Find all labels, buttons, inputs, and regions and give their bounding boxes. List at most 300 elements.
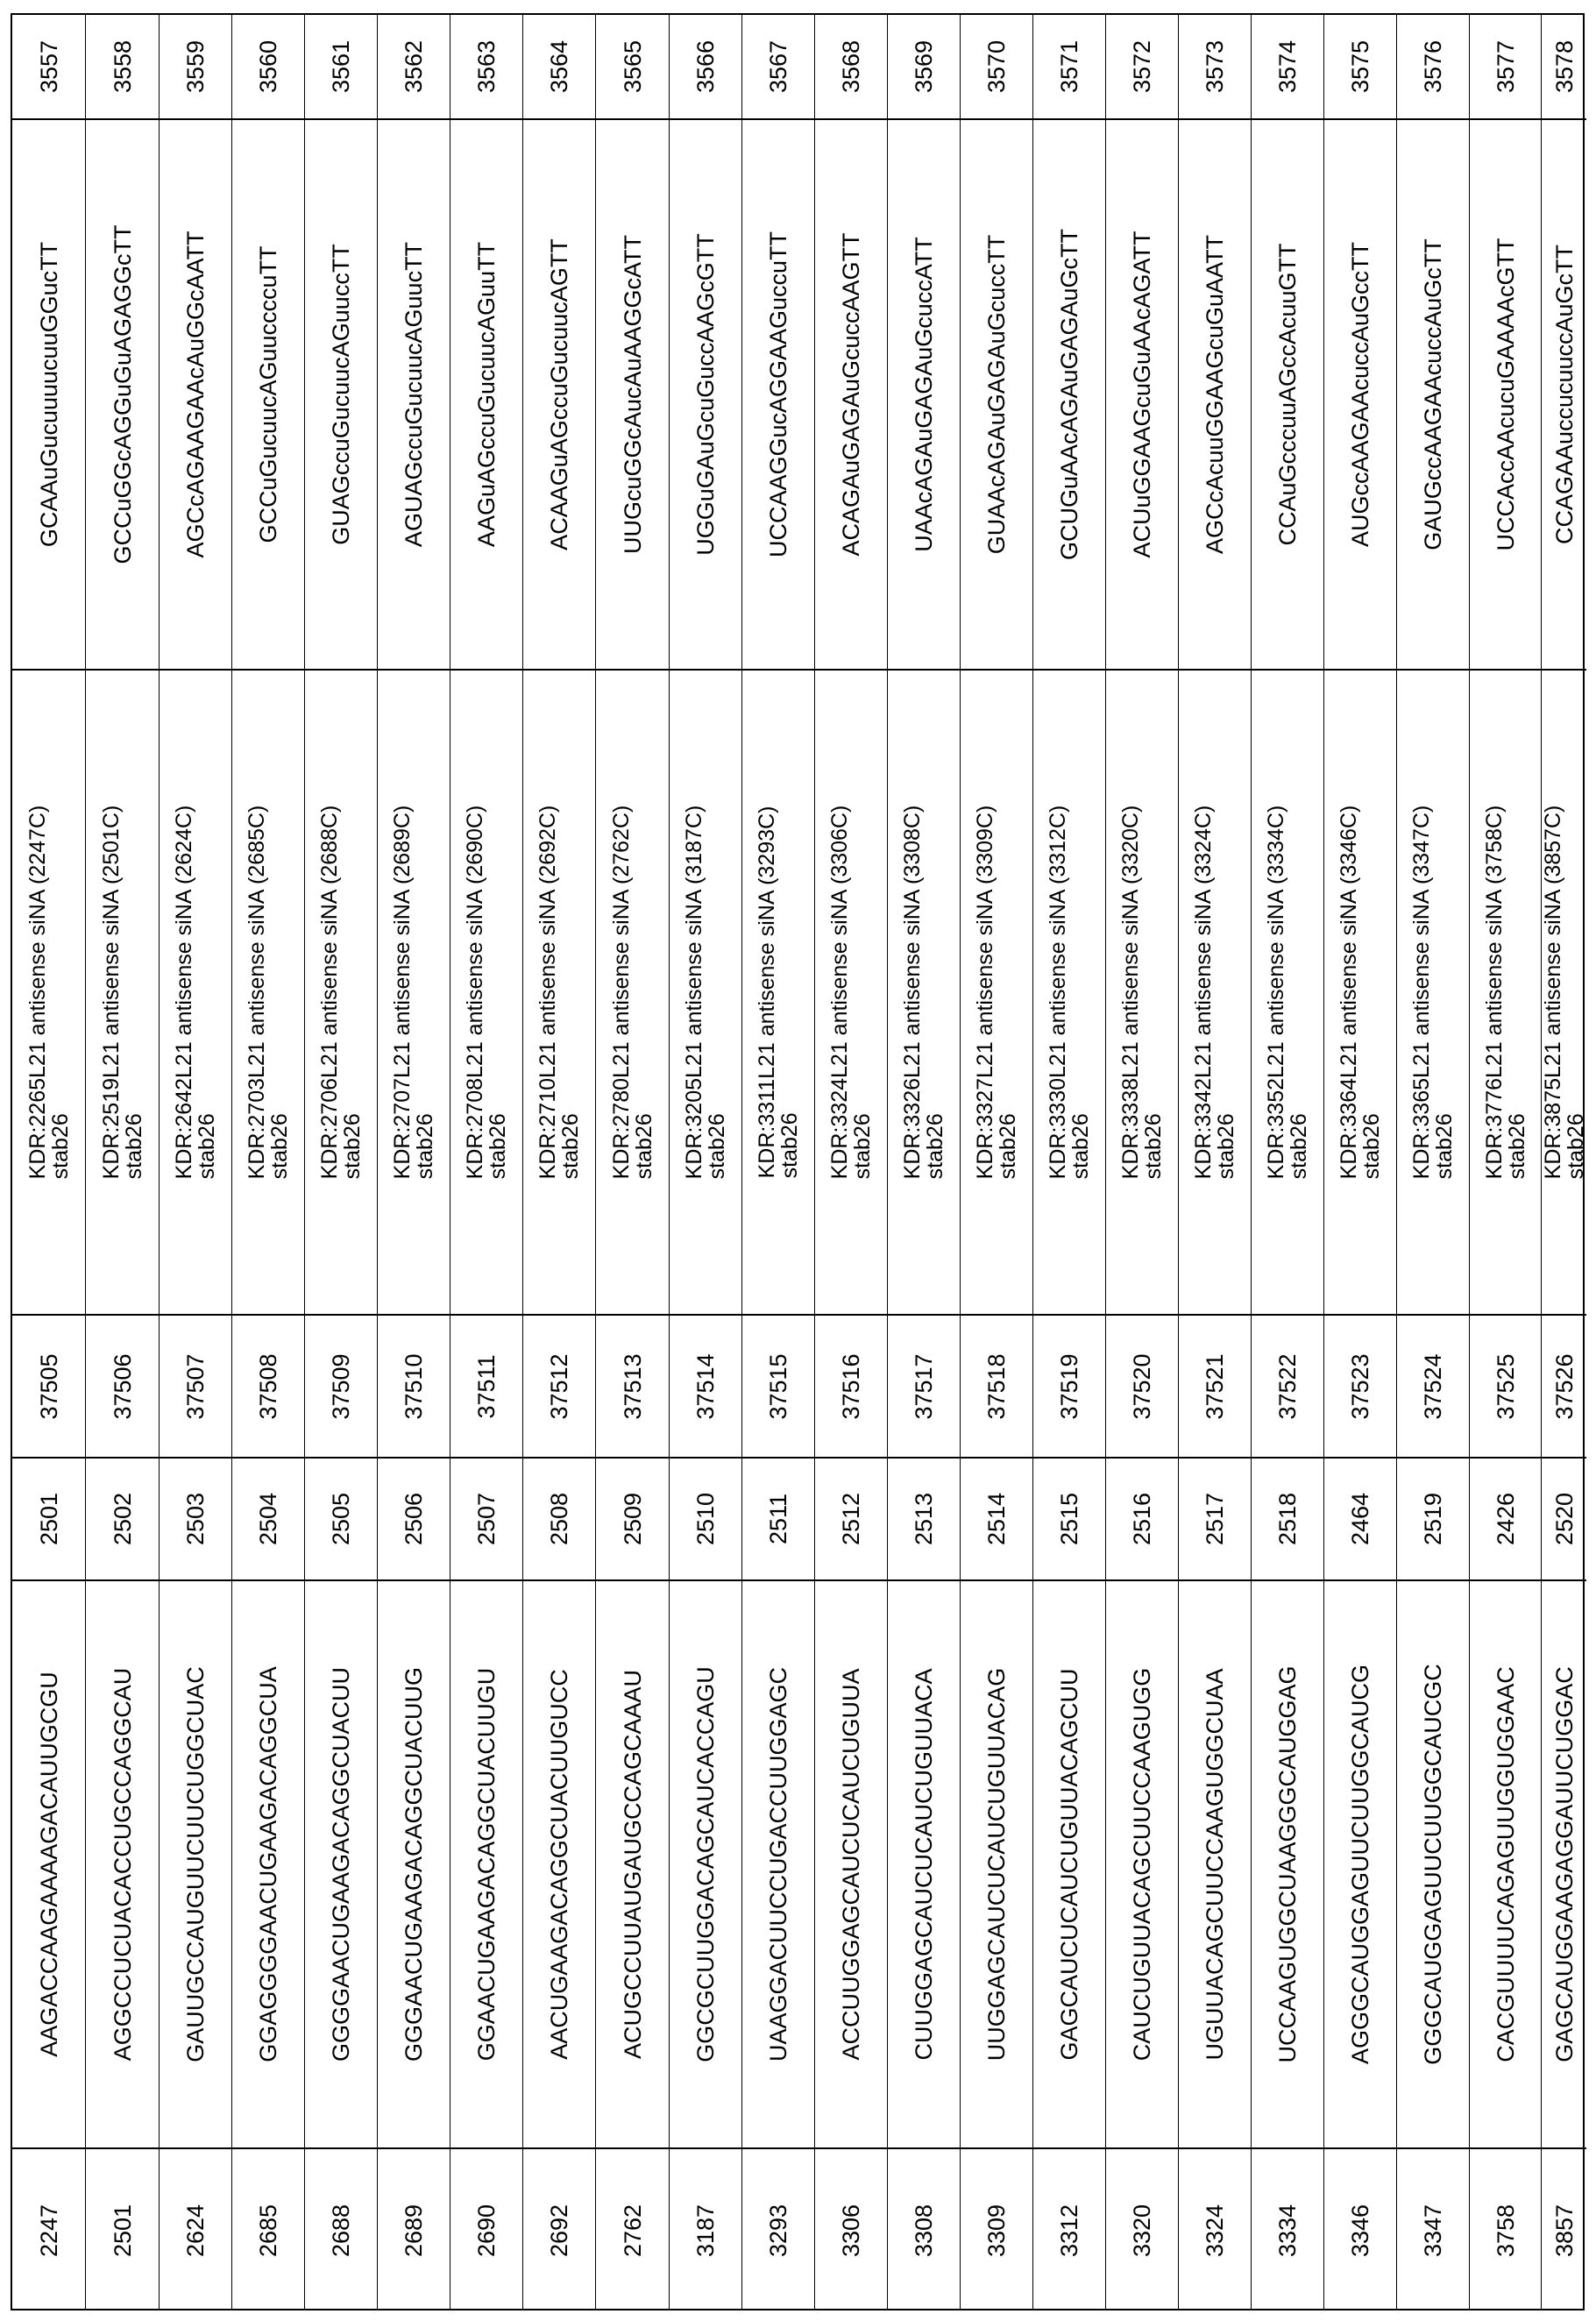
target-seq-id-text: 2508 bbox=[546, 1492, 572, 1546]
target-seq-id-text: 2516 bbox=[1129, 1492, 1155, 1546]
rpi-text: 37522 bbox=[1274, 1352, 1301, 1420]
rpi-text: 37513 bbox=[619, 1352, 646, 1420]
rpi-text: 37508 bbox=[255, 1352, 281, 1420]
table-row bbox=[1033, 15, 1106, 2309]
sina-sequence-text: UCCAccAAcucuGAAAAcGTT bbox=[1492, 238, 1519, 551]
sina-sequence-cell bbox=[160, 120, 231, 671]
table-row bbox=[670, 15, 742, 2309]
seq-id-cell bbox=[378, 15, 450, 120]
target-seq-id-text: 2503 bbox=[182, 1492, 209, 1546]
sina-sequence-cell bbox=[1252, 120, 1323, 671]
alias-line-1: KDR:3776L21 antisense siNA (3758C) bbox=[1481, 805, 1507, 1180]
target-sequence-text: UCCAAGUGGCUAAGGGCAUGGAG bbox=[1274, 1665, 1301, 2063]
rpi-cell bbox=[523, 1316, 595, 1459]
sina-sequence-text: GUAGccuGucuucAGuuccTT bbox=[328, 244, 354, 545]
target-seq-id-cell bbox=[450, 1459, 522, 1581]
alias-line-2: stab26 bbox=[1504, 1113, 1529, 1180]
target-sequence-cell bbox=[450, 1581, 522, 2149]
alias-line-1: KDR:2780L21 antisense siNA (2762C) bbox=[608, 805, 634, 1180]
sina-sequence-text: ACUuGGAAGcuGuAAcAGATT bbox=[1129, 231, 1155, 558]
seq-id-text: 3569 bbox=[911, 39, 937, 94]
seq-id-cell bbox=[305, 15, 377, 120]
target-sequence-cell bbox=[305, 1581, 377, 2149]
pos-cell bbox=[888, 2149, 960, 2312]
target-sequence-text: AGGCCUCUACACCUGCCAGGCAU bbox=[109, 1667, 136, 2062]
pos-text: 3758 bbox=[1492, 2204, 1519, 2258]
seq-id-text: 3571 bbox=[1056, 39, 1082, 94]
aliases-cell bbox=[1324, 671, 1396, 1316]
target-sequence-cell bbox=[1542, 1581, 1586, 2149]
target-seq-id-text: 2518 bbox=[1274, 1492, 1301, 1546]
pos-text: 3308 bbox=[911, 2204, 937, 2258]
target-seq-id-cell bbox=[523, 1459, 595, 1581]
pos-cell bbox=[378, 2149, 450, 2312]
sina-sequence-text: CCAGAAuccucuuccAuGcTT bbox=[1550, 244, 1578, 545]
aliases-cell bbox=[1397, 671, 1469, 1316]
pos-text: 2685 bbox=[255, 2204, 281, 2258]
sina-sequence-text: UCCAAGGucAGGAAGuccuTT bbox=[765, 231, 791, 558]
pos-cell bbox=[1397, 2149, 1469, 2312]
target-seq-id-cell bbox=[305, 1459, 377, 1581]
target-seq-id-text: 2520 bbox=[1550, 1492, 1578, 1546]
seq-id-cell bbox=[86, 15, 159, 120]
rpi-text: 37521 bbox=[1202, 1352, 1228, 1420]
pos-text: 3324 bbox=[1202, 2204, 1228, 2258]
rpi-cell bbox=[670, 1316, 741, 1459]
table-row bbox=[1397, 15, 1470, 2309]
target-sequence-cell bbox=[670, 1581, 741, 2149]
pos-text: 3306 bbox=[838, 2204, 864, 2258]
seq-id-cell bbox=[1324, 15, 1396, 120]
target-sequence-text: UAAGGACUUCCUGACCUUGGAGC bbox=[765, 1666, 791, 2062]
rpi-text: 37524 bbox=[1420, 1352, 1446, 1420]
rpi-cell bbox=[1033, 1316, 1105, 1459]
seq-id-cell bbox=[888, 15, 960, 120]
sina-sequence-cell bbox=[232, 120, 304, 671]
aliases-cell bbox=[815, 671, 887, 1316]
seq-id-cell bbox=[1542, 15, 1586, 120]
alias-line-1: KDR:3205L21 antisense siNA (3187C) bbox=[682, 805, 706, 1180]
sina-sequence-cell bbox=[1033, 120, 1105, 671]
sina-sequence-cell bbox=[378, 120, 450, 671]
target-sequence-text: GAGCAUGGAAGAGGAUUCUGGAC bbox=[1550, 1666, 1578, 2062]
rpi-cell bbox=[1252, 1316, 1323, 1459]
table-row bbox=[86, 15, 160, 2309]
seq-id-text: 3559 bbox=[182, 39, 209, 94]
rpi-text: 37511 bbox=[473, 1353, 500, 1419]
sina-sequence-text: AGCcAcuuGGAAGcuGuAATT bbox=[1202, 234, 1228, 555]
rpi-text: 37517 bbox=[911, 1352, 937, 1420]
target-seq-id-text: 2517 bbox=[1202, 1492, 1228, 1546]
rpi-cell bbox=[160, 1316, 231, 1459]
alias-line-1: KDR:2265L21 antisense siNA (2247C) bbox=[25, 805, 50, 1180]
pos-cell bbox=[12, 2149, 85, 2312]
alias-line-1: KDR:3324L21 antisense siNA (3306C) bbox=[827, 805, 852, 1180]
rpi-cell bbox=[596, 1316, 669, 1459]
target-sequence-text: CACGUUUUCAGAGUUGGUGGAAC bbox=[1492, 1666, 1519, 2062]
aliases-cell bbox=[1179, 671, 1251, 1316]
seq-id-cell bbox=[670, 15, 741, 120]
pos-cell bbox=[742, 2149, 814, 2312]
target-sequence-cell bbox=[86, 1581, 159, 2149]
alias-line-1: KDR:2703L21 antisense siNA (2685C) bbox=[245, 805, 269, 1180]
aliases-cell bbox=[1542, 671, 1586, 1316]
pos-cell bbox=[1179, 2149, 1251, 2312]
sina-sequence-cell bbox=[1179, 120, 1251, 671]
pos-cell bbox=[86, 2149, 159, 2312]
sina-sequence-text: UUGcuGGcAucAuAAGGcATT bbox=[619, 234, 646, 555]
rpi-cell bbox=[1324, 1316, 1396, 1459]
table-row bbox=[888, 15, 961, 2309]
rpi-text: 37514 bbox=[692, 1352, 719, 1420]
rpi-cell bbox=[815, 1316, 887, 1459]
aliases-cell bbox=[305, 671, 377, 1316]
seq-id-cell bbox=[1033, 15, 1105, 120]
sina-sequence-cell bbox=[1106, 120, 1178, 671]
rpi-cell bbox=[888, 1316, 960, 1459]
rpi-text: 37510 bbox=[401, 1352, 427, 1420]
seq-id-text: 3560 bbox=[255, 39, 281, 94]
alias-line-1: KDR:2710L21 antisense siNA (2692C) bbox=[536, 805, 560, 1180]
target-sequence-text: GAGCAUCUCAUCUGUUACAGCUU bbox=[1056, 1668, 1082, 2061]
alias-line-1: KDR:3352L21 antisense siNA (3334C) bbox=[1264, 805, 1288, 1180]
alias-line-1: KDR:2707L21 antisense siNA (2689C) bbox=[390, 805, 415, 1180]
rpi-cell bbox=[1470, 1316, 1541, 1459]
target-seq-id-cell bbox=[378, 1459, 450, 1581]
target-seq-id-cell bbox=[1252, 1459, 1323, 1581]
sina-sequence-text: GAUGccAAGAAcuccAuGcTT bbox=[1420, 238, 1446, 550]
seq-id-text: 3568 bbox=[838, 39, 864, 94]
target-seq-id-cell bbox=[1106, 1459, 1178, 1581]
aliases-cell bbox=[232, 671, 304, 1316]
target-seq-id-cell bbox=[1542, 1459, 1586, 1581]
seq-id-cell bbox=[742, 15, 814, 120]
target-sequence-text: UUGGAGCAUCUCAUCUGUUACAG bbox=[983, 1667, 1010, 2062]
table-row bbox=[1252, 15, 1324, 2309]
pos-cell bbox=[305, 2149, 377, 2312]
aliases-cell bbox=[160, 671, 231, 1316]
target-seq-id-text: 2509 bbox=[619, 1492, 646, 1546]
aliases-cell bbox=[12, 671, 85, 1316]
pos-cell bbox=[160, 2149, 231, 2312]
table-row bbox=[160, 15, 232, 2309]
target-sequence-text: AACUGAAGACAGGCUACUUGUCC bbox=[546, 1669, 572, 2060]
sina-sequence-cell bbox=[12, 120, 85, 671]
seq-id-cell bbox=[1179, 15, 1251, 120]
seq-id-cell bbox=[1397, 15, 1469, 120]
alias-line-1: KDR:2642L21 antisense siNA (2624C) bbox=[172, 805, 196, 1180]
pos-cell bbox=[1542, 2149, 1586, 2312]
pos-cell bbox=[1252, 2149, 1323, 2312]
sina-sequence-text: AGUAGccuGucuucAGuucTT bbox=[401, 241, 427, 548]
sina-sequence-cell bbox=[670, 120, 741, 671]
sina-sequence-text: GCCuGGcAGGuGuAGAGGcTT bbox=[109, 224, 136, 564]
pos-cell bbox=[815, 2149, 887, 2312]
alias-line-1: KDR:3875L21 antisense siNA (3857C) bbox=[1540, 805, 1565, 1180]
table-row bbox=[1542, 15, 1586, 2309]
target-seq-id-text: 2512 bbox=[838, 1492, 864, 1546]
alias-line-1: KDR:3338L21 antisense siNA (3320C) bbox=[1118, 805, 1143, 1180]
sina-sequence-cell bbox=[450, 120, 522, 671]
rpi-cell bbox=[1542, 1316, 1586, 1459]
alias-line-2: stab26 bbox=[1068, 1113, 1093, 1180]
alias-line-2: stab26 bbox=[1141, 1113, 1166, 1180]
target-seq-id-cell bbox=[1397, 1459, 1469, 1581]
alias-line-2: stab26 bbox=[558, 1113, 583, 1180]
seq-id-text: 3578 bbox=[1550, 39, 1578, 94]
seq-id-text: 3575 bbox=[1347, 39, 1373, 94]
aliases-cell bbox=[1106, 671, 1178, 1316]
alias-line-1: KDR:2708L21 antisense siNA (2690C) bbox=[463, 805, 487, 1180]
sina-sequence-text: GCCuGucuucAGuuccccuTT bbox=[255, 245, 281, 543]
seq-id-text: 3561 bbox=[328, 39, 354, 94]
sina-sequence-cell bbox=[815, 120, 887, 671]
pos-text: 2692 bbox=[546, 2204, 572, 2258]
target-sequence-cell bbox=[1106, 1581, 1178, 2149]
rpi-text: 37515 bbox=[765, 1352, 791, 1420]
sina-sequence-text: CCAuGcccuuAGccAcuuGTT bbox=[1274, 243, 1301, 546]
target-seq-id-text: 2511 bbox=[765, 1493, 791, 1545]
target-sequence-text: CUUGGAGCAUCUCAUCUGUUACA bbox=[911, 1668, 937, 2061]
target-seq-id-text: 2426 bbox=[1492, 1492, 1519, 1546]
sina-sequence-cell bbox=[1397, 120, 1469, 671]
alias-line-2: stab26 bbox=[705, 1113, 729, 1180]
seq-id-text: 3566 bbox=[692, 39, 719, 94]
target-seq-id-text: 2514 bbox=[983, 1492, 1010, 1546]
aliases-cell bbox=[961, 671, 1032, 1316]
target-seq-id-text: 2505 bbox=[328, 1492, 354, 1546]
rpi-text: 37526 bbox=[1550, 1352, 1578, 1420]
rpi-text: 37518 bbox=[983, 1352, 1010, 1420]
table-row bbox=[596, 15, 670, 2309]
seq-id-text: 3577 bbox=[1492, 39, 1519, 94]
pos-text: 3347 bbox=[1420, 2204, 1446, 2258]
seq-id-cell bbox=[232, 15, 304, 120]
target-seq-id-cell bbox=[815, 1459, 887, 1581]
target-seq-id-text: 2504 bbox=[255, 1492, 281, 1546]
pos-cell bbox=[670, 2149, 741, 2312]
seq-id-cell bbox=[596, 15, 669, 120]
alias-line-2: stab26 bbox=[340, 1113, 365, 1180]
alias-line-1: KDR:3327L21 antisense siNA (3309C) bbox=[973, 805, 997, 1180]
alias-line-1: KDR:2519L21 antisense siNA (2501C) bbox=[98, 805, 124, 1180]
target-seq-id-cell bbox=[888, 1459, 960, 1581]
sina-sequence-cell bbox=[888, 120, 960, 671]
sina-sequence-text: AGCcAGAAGAAcAuGGcAATT bbox=[182, 231, 209, 558]
pos-cell bbox=[523, 2149, 595, 2312]
sina-sequence-text: GCAAuGucuuuucuuGGucTT bbox=[35, 241, 62, 548]
aliases-cell bbox=[742, 671, 814, 1316]
seq-id-cell bbox=[815, 15, 887, 120]
table-row bbox=[961, 15, 1033, 2309]
pos-cell bbox=[961, 2149, 1032, 2312]
target-seq-id-cell bbox=[1470, 1459, 1541, 1581]
rpi-text: 37523 bbox=[1347, 1352, 1373, 1420]
target-sequence-cell bbox=[815, 1581, 887, 2149]
target-sequence-cell bbox=[1324, 1581, 1396, 2149]
pos-cell bbox=[232, 2149, 304, 2312]
seq-id-cell bbox=[1106, 15, 1178, 120]
sina-sequence-cell bbox=[1470, 120, 1541, 671]
sina-sequence-text: GCUGuAAcAGAuGAGAuGcTT bbox=[1056, 228, 1082, 561]
pos-text: 3334 bbox=[1274, 2204, 1301, 2258]
target-sequence-cell bbox=[1470, 1581, 1541, 2149]
pos-text: 3187 bbox=[692, 2204, 719, 2258]
rpi-cell bbox=[1179, 1316, 1251, 1459]
seq-id-text: 3574 bbox=[1274, 39, 1301, 94]
aliases-cell bbox=[596, 671, 669, 1316]
pos-cell bbox=[596, 2149, 669, 2312]
target-seq-id-cell bbox=[160, 1459, 231, 1581]
seq-id-cell bbox=[961, 15, 1032, 120]
rpi-cell bbox=[1106, 1316, 1178, 1459]
rpi-text: 37506 bbox=[109, 1352, 136, 1420]
sina-sequence-cell bbox=[742, 120, 814, 671]
target-sequence-text: AGGGCAUGGAGUUCUUGGCAUCG bbox=[1347, 1664, 1373, 2065]
seq-id-text: 3573 bbox=[1202, 39, 1228, 94]
seq-id-text: 3565 bbox=[619, 39, 646, 94]
target-seq-id-text: 2507 bbox=[473, 1492, 500, 1546]
target-seq-id-text: 2519 bbox=[1420, 1492, 1446, 1546]
target-sequence-cell bbox=[523, 1581, 595, 2149]
target-sequence-cell bbox=[1033, 1581, 1105, 2149]
pos-text: 3320 bbox=[1129, 2204, 1155, 2258]
target-sequence-text: GGCGCUUGGACAGCAUCACCAGU bbox=[692, 1666, 719, 2062]
sina-sequence-text: AUGccAAGAAcuccAuGccTT bbox=[1347, 241, 1373, 548]
pos-text: 2762 bbox=[619, 2204, 646, 2258]
target-sequence-cell bbox=[961, 1581, 1032, 2149]
pos-text: 2690 bbox=[473, 2204, 500, 2258]
sina-sequence-cell bbox=[596, 120, 669, 671]
table-row bbox=[450, 15, 523, 2309]
table-row bbox=[1324, 15, 1397, 2309]
table-row bbox=[1179, 15, 1252, 2309]
seq-id-text: 3572 bbox=[1129, 39, 1155, 94]
sina-sequence-text: ACAAGuAGccuGucuucAGTT bbox=[546, 238, 572, 550]
seq-id-cell bbox=[160, 15, 231, 120]
rpi-text: 37509 bbox=[328, 1352, 354, 1420]
pos-text: 2624 bbox=[182, 2204, 209, 2258]
target-seq-id-cell bbox=[596, 1459, 669, 1581]
aliases-cell bbox=[1252, 671, 1323, 1316]
pos-text: 3309 bbox=[983, 2204, 1010, 2258]
alias-line-1: KDR:3311L21 antisense siNA (3293C) bbox=[755, 806, 779, 1179]
target-seq-id-cell bbox=[232, 1459, 304, 1581]
pos-cell bbox=[1470, 2149, 1541, 2312]
target-sequence-text: UGUUACAGCUUCCAAGUGGCUAA bbox=[1202, 1668, 1228, 2061]
seq-id-text: 3563 bbox=[473, 39, 500, 94]
table-row bbox=[523, 15, 596, 2309]
alias-line-2: stab26 bbox=[850, 1113, 875, 1180]
alias-line-2: stab26 bbox=[923, 1113, 947, 1180]
target-sequence-text: GAUUGCCAUGUUCUUCUGGCUAC bbox=[182, 1666, 209, 2062]
aliases-cell bbox=[378, 671, 450, 1316]
table-row bbox=[378, 15, 450, 2309]
rpi-cell bbox=[305, 1316, 377, 1459]
rpi-text: 37512 bbox=[546, 1352, 572, 1420]
seq-id-cell bbox=[1470, 15, 1541, 120]
rpi-text: 37519 bbox=[1056, 1352, 1082, 1420]
sina-sequence-cell bbox=[305, 120, 377, 671]
alias-line-2: stab26 bbox=[996, 1113, 1020, 1180]
sina-sequence-cell bbox=[86, 120, 159, 671]
table-row bbox=[12, 15, 86, 2309]
target-sequence-text: GGGCAUGGAGUUCUUGGCAUCGC bbox=[1420, 1664, 1446, 2065]
target-seq-id-cell bbox=[1179, 1459, 1251, 1581]
sina-table bbox=[11, 13, 1588, 2310]
target-sequence-cell bbox=[378, 1581, 450, 2149]
sina-sequence-cell bbox=[961, 120, 1032, 671]
target-sequence-text: GGAGGGGAACUGAAGACAGGCUA bbox=[255, 1666, 281, 2062]
alias-line-2: stab26 bbox=[631, 1113, 656, 1180]
rpi-cell bbox=[1397, 1316, 1469, 1459]
rpi-text: 37516 bbox=[838, 1352, 864, 1420]
target-sequence-text: CAUCUGUUACAGCUUCCAAGUGG bbox=[1129, 1667, 1155, 2062]
alias-line-2: stab26 bbox=[1563, 1113, 1588, 1180]
sina-sequence-text: UAAcAGAuGAGAuGcuccATT bbox=[911, 237, 937, 552]
target-seq-id-text: 2510 bbox=[692, 1492, 719, 1546]
alias-line-1: KDR:3326L21 antisense siNA (3308C) bbox=[900, 805, 925, 1180]
seq-id-text: 3576 bbox=[1420, 39, 1446, 94]
pos-text: 2688 bbox=[328, 2204, 354, 2258]
aliases-cell bbox=[1470, 671, 1541, 1316]
pos-text: 3312 bbox=[1056, 2204, 1082, 2258]
alias-line-2: stab26 bbox=[1432, 1113, 1457, 1180]
seq-id-cell bbox=[12, 15, 85, 120]
rpi-cell bbox=[961, 1316, 1032, 1459]
pos-text: 2689 bbox=[401, 2204, 427, 2258]
target-sequence-text: GGAACUGAAGACAGGCUACUUGU bbox=[473, 1667, 500, 2062]
target-seq-id-cell bbox=[12, 1459, 85, 1581]
target-sequence-text: ACCUUGGAGCAUCUCAUCUGUUA bbox=[838, 1668, 864, 2061]
aliases-cell bbox=[86, 671, 159, 1316]
alias-line-1: KDR:3342L21 antisense siNA (3324C) bbox=[1191, 805, 1216, 1180]
rpi-text: 37520 bbox=[1129, 1352, 1155, 1420]
alias-line-2: stab26 bbox=[267, 1113, 292, 1180]
target-seq-id-cell bbox=[670, 1459, 741, 1581]
pos-cell bbox=[1324, 2149, 1396, 2312]
target-sequence-cell bbox=[1397, 1581, 1469, 2149]
seq-id-text: 3570 bbox=[983, 39, 1010, 94]
seq-id-text: 3558 bbox=[109, 39, 136, 94]
pos-text: 3857 bbox=[1550, 2204, 1578, 2258]
target-seq-id-text: 2502 bbox=[109, 1492, 136, 1546]
pos-text: 2501 bbox=[109, 2204, 136, 2258]
aliases-cell bbox=[523, 671, 595, 1316]
target-seq-id-cell bbox=[742, 1459, 814, 1581]
rpi-cell bbox=[450, 1316, 522, 1459]
alias-line-2: stab26 bbox=[47, 1113, 73, 1180]
alias-line-2: stab26 bbox=[1214, 1113, 1238, 1180]
table-row bbox=[815, 15, 888, 2309]
target-sequence-text: AAGACCAAGAAAAGACAUUGCGU bbox=[35, 1672, 62, 2057]
rpi-cell bbox=[378, 1316, 450, 1459]
sina-sequence-text: GUAAcAGAuGAGAuGcuccTT bbox=[983, 234, 1010, 555]
target-seq-id-text: 2501 bbox=[35, 1492, 62, 1546]
pos-text: 3346 bbox=[1347, 2204, 1373, 2258]
sina-sequence-cell bbox=[523, 120, 595, 671]
seq-id-cell bbox=[523, 15, 595, 120]
sina-sequence-text: ACAGAuGAGAuGcuccAAGTT bbox=[838, 232, 864, 557]
table-row bbox=[305, 15, 378, 2309]
target-sequence-cell bbox=[1252, 1581, 1323, 2149]
rpi-text: 37507 bbox=[182, 1352, 209, 1420]
target-seq-id-cell bbox=[1033, 1459, 1105, 1581]
aliases-cell bbox=[888, 671, 960, 1316]
seq-id-cell bbox=[1252, 15, 1323, 120]
target-sequence-cell bbox=[596, 1581, 669, 2149]
rpi-text: 37505 bbox=[35, 1352, 62, 1420]
